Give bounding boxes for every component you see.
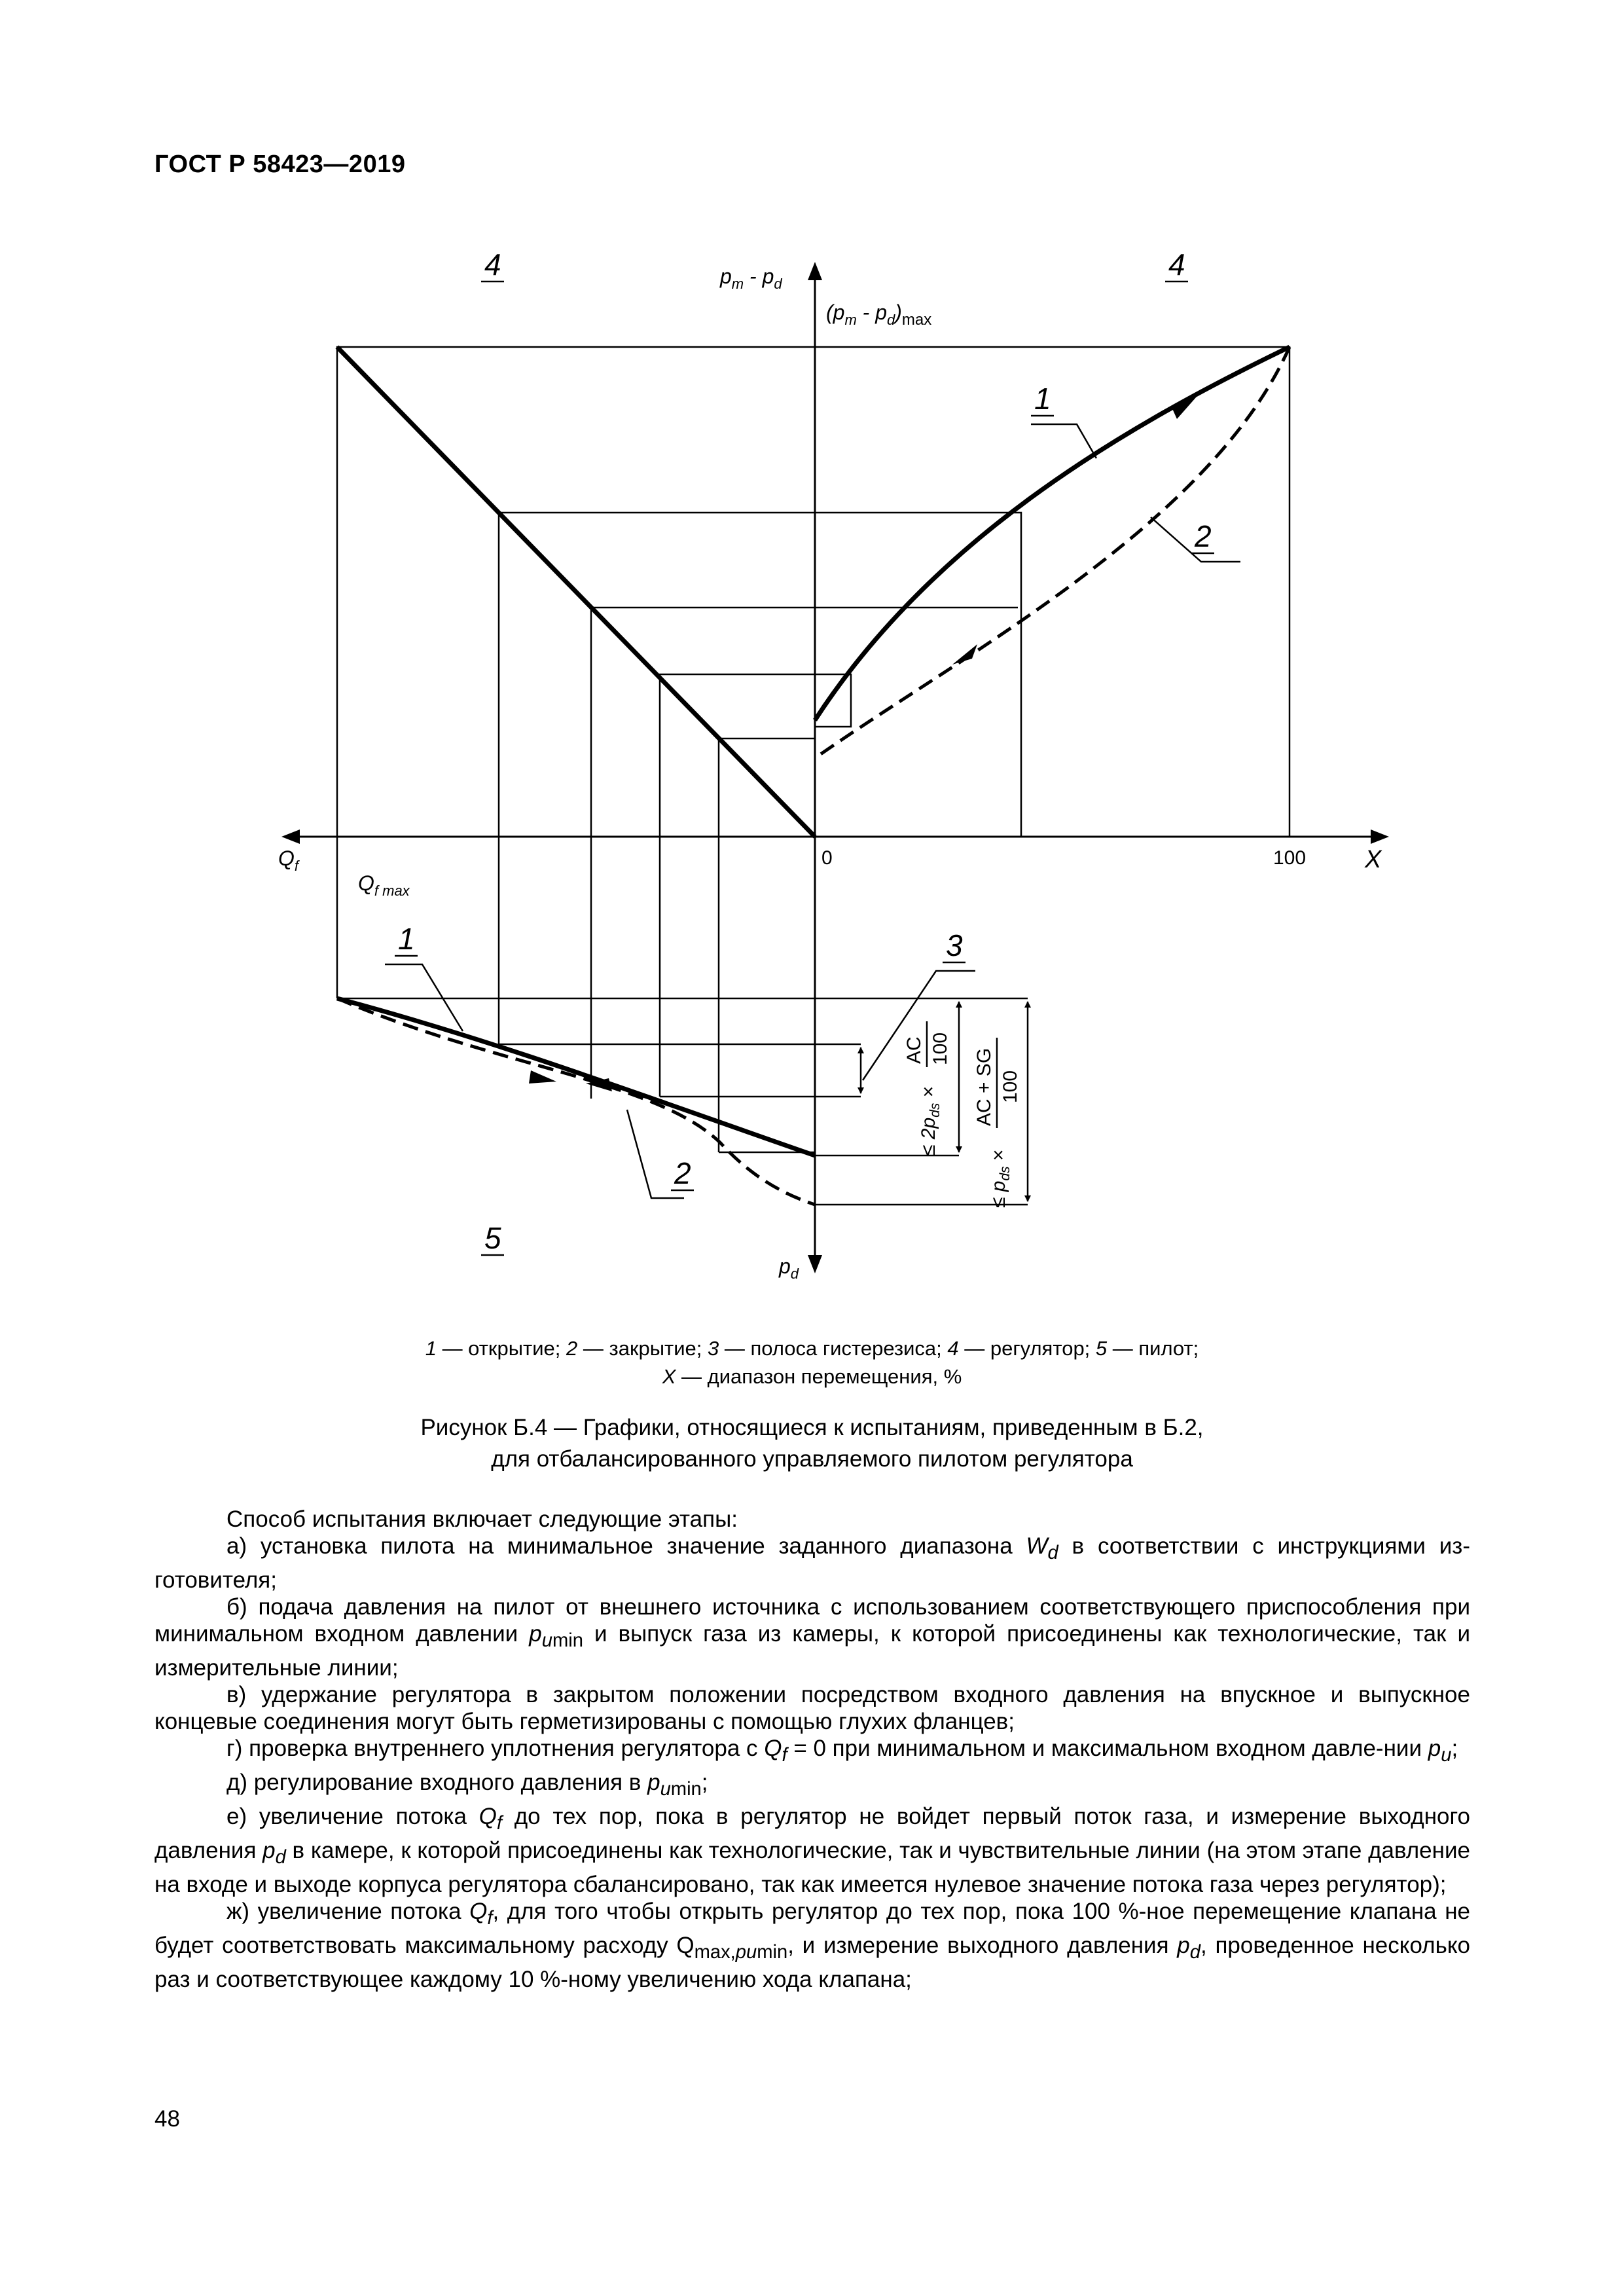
caption-line-2: для отбалансированного управляемого пилотом регулятора <box>491 1446 1133 1472</box>
closing-arrow-bottom <box>529 1070 556 1084</box>
y-axis-bottom-arrow <box>808 1255 822 1273</box>
label-opening-top: 1 <box>1034 382 1051 416</box>
step-line-3 <box>660 674 851 837</box>
legend-line-2: X — диапазон перемещения, % <box>662 1365 962 1388</box>
closing-arrow-top <box>952 644 977 665</box>
figure-caption <box>0 1412 1624 1475</box>
document-header: ГОСТ Р 58423—2019 <box>154 151 406 178</box>
page-number: 48 <box>154 2106 180 2132</box>
y-axis-top-arrow <box>808 262 822 280</box>
label-regulator-right: 4 <box>1168 247 1185 282</box>
legend-line-1: 1 — открытие; 2 — закрытие; 3 — полоса гистерезиса; 4 — регулятор; 5 — пилот; <box>425 1337 1199 1360</box>
construction-lines <box>337 347 1290 1205</box>
regulator-characteristic <box>337 347 815 837</box>
x-100-label: 100 <box>1273 847 1307 869</box>
figure-legend <box>0 1334 1624 1391</box>
bottom-curves <box>337 998 815 1205</box>
closing-curve-bottom <box>337 998 815 1205</box>
paragraph-intro: Способ испытания включает следующие этапы: <box>226 1506 738 1532</box>
leaders <box>385 424 1240 1198</box>
q-max-label: $Q_{f max}$ <box>358 871 410 899</box>
opening-arrow-top <box>1172 392 1201 419</box>
step-line-2 <box>591 608 1018 837</box>
label-underlines <box>395 282 1214 1255</box>
figure-labels <box>278 247 1382 1282</box>
axis-arrowheads <box>281 262 1389 1273</box>
svg-text:100: 100 <box>929 1032 951 1065</box>
x-axis-left-label: $Q_f$ <box>278 847 299 874</box>
opening-curve-top <box>815 347 1290 720</box>
label-hysteresis: 3 <box>946 928 963 962</box>
axes <box>288 278 1381 1267</box>
paragraph-e: е) увеличение потока $Q_f$ до тех пор, пока в регулятор не войдет первый поток газа, и измерение выходного давления $p_d$ в камере, к которой присоединены как технологические, так и чувствительные линии (на этом этапе давление на входе и выходе корпуса регулятора сбалансировано, так как имеется нулевое значение потока газа через регулятор); <box>154 1804 1470 1897</box>
paragraph-v: в) удержание регулятора в закрытом положении посредством входного давления на впускное и выпускное концевые соединения могут быть герметизированы с помощью глухих фланцев; <box>154 1682 1470 1734</box>
paragraph-g: г) проверка внутреннего уплотнения регулятора с $Q_f = 0$ при минимальном и максимальном входном давле-нии $p_u$; <box>226 1736 1458 1766</box>
svg-text:≤ 2pds ×: ≤ $2p_{ds}$ × <box>918 1085 943 1156</box>
closing-curve-top <box>815 347 1290 758</box>
y-max-label: $(p_m - p_d)_{max}$ <box>826 301 932 329</box>
opening-curve-bottom <box>337 998 815 1156</box>
body-text <box>154 1506 1470 1993</box>
label-regulator-left: 4 <box>484 247 501 282</box>
top-curves <box>815 347 1290 758</box>
svg-text:AC: AC <box>903 1036 925 1064</box>
svg-text:AC + SG: AC + SG <box>973 1048 995 1126</box>
caption-line-1: Рисунок Б.4 — Графики, относящиеся к испытаниям, приведенным в Б.2, <box>420 1415 1204 1440</box>
label-closing-bottom: 2 <box>674 1156 691 1190</box>
label-opening-bottom: 1 <box>398 922 415 956</box>
paragraph-b: б) подача давления на пилот от внешнего источника с использованием соответствующего приспособления при минимальном входном давлении $p_{umin}$ и выпуск газа из камеры, к которой присоединены как технологические, так и измерительные линии; <box>154 1594 1470 1681</box>
svg-text:≤ pds ×: ≤ $p_{ds}$ × <box>988 1149 1013 1208</box>
dim-2-formula <box>973 1038 1021 1208</box>
label-closing-top: 2 <box>1195 519 1212 553</box>
paragraph-a: а) установка пилота на минимальное значение заданного диапазона $W_d$ в соответствии с инструкциями из-готовителя; <box>154 1533 1470 1593</box>
y-axis-bottom-label: $p_d$ <box>779 1254 799 1282</box>
svg-text:100: 100 <box>1000 1070 1021 1103</box>
paragraph-d: д) регулирование входного давления в $p_{umin}$; <box>226 1770 708 1800</box>
origin-label: 0 <box>821 847 833 869</box>
x-axis-right-label: X <box>1365 846 1382 873</box>
label-pilot: 5 <box>484 1221 501 1255</box>
dim-1-formula <box>903 1021 951 1156</box>
y-axis-top-label: $p_m - p_d$ <box>720 264 782 292</box>
x-axis-left-arrow <box>281 829 300 844</box>
paragraph-zh: ж) увеличение потока $Q_f$, для того чтобы открыть регулятор до тех пор, пока 100 %-ное перемещение клапана не будет соответствовать максимальному расходу $Q_{max,pumin}$, и измерение выходного давления $p_d$, проведенное несколько раз и соответствующее каждому 10 %-ному увеличению хода клапана; <box>154 1899 1471 1992</box>
x-axis-right-arrow <box>1371 829 1389 844</box>
regulator-diagonal <box>337 347 815 837</box>
leader-opening-top <box>1031 424 1096 458</box>
